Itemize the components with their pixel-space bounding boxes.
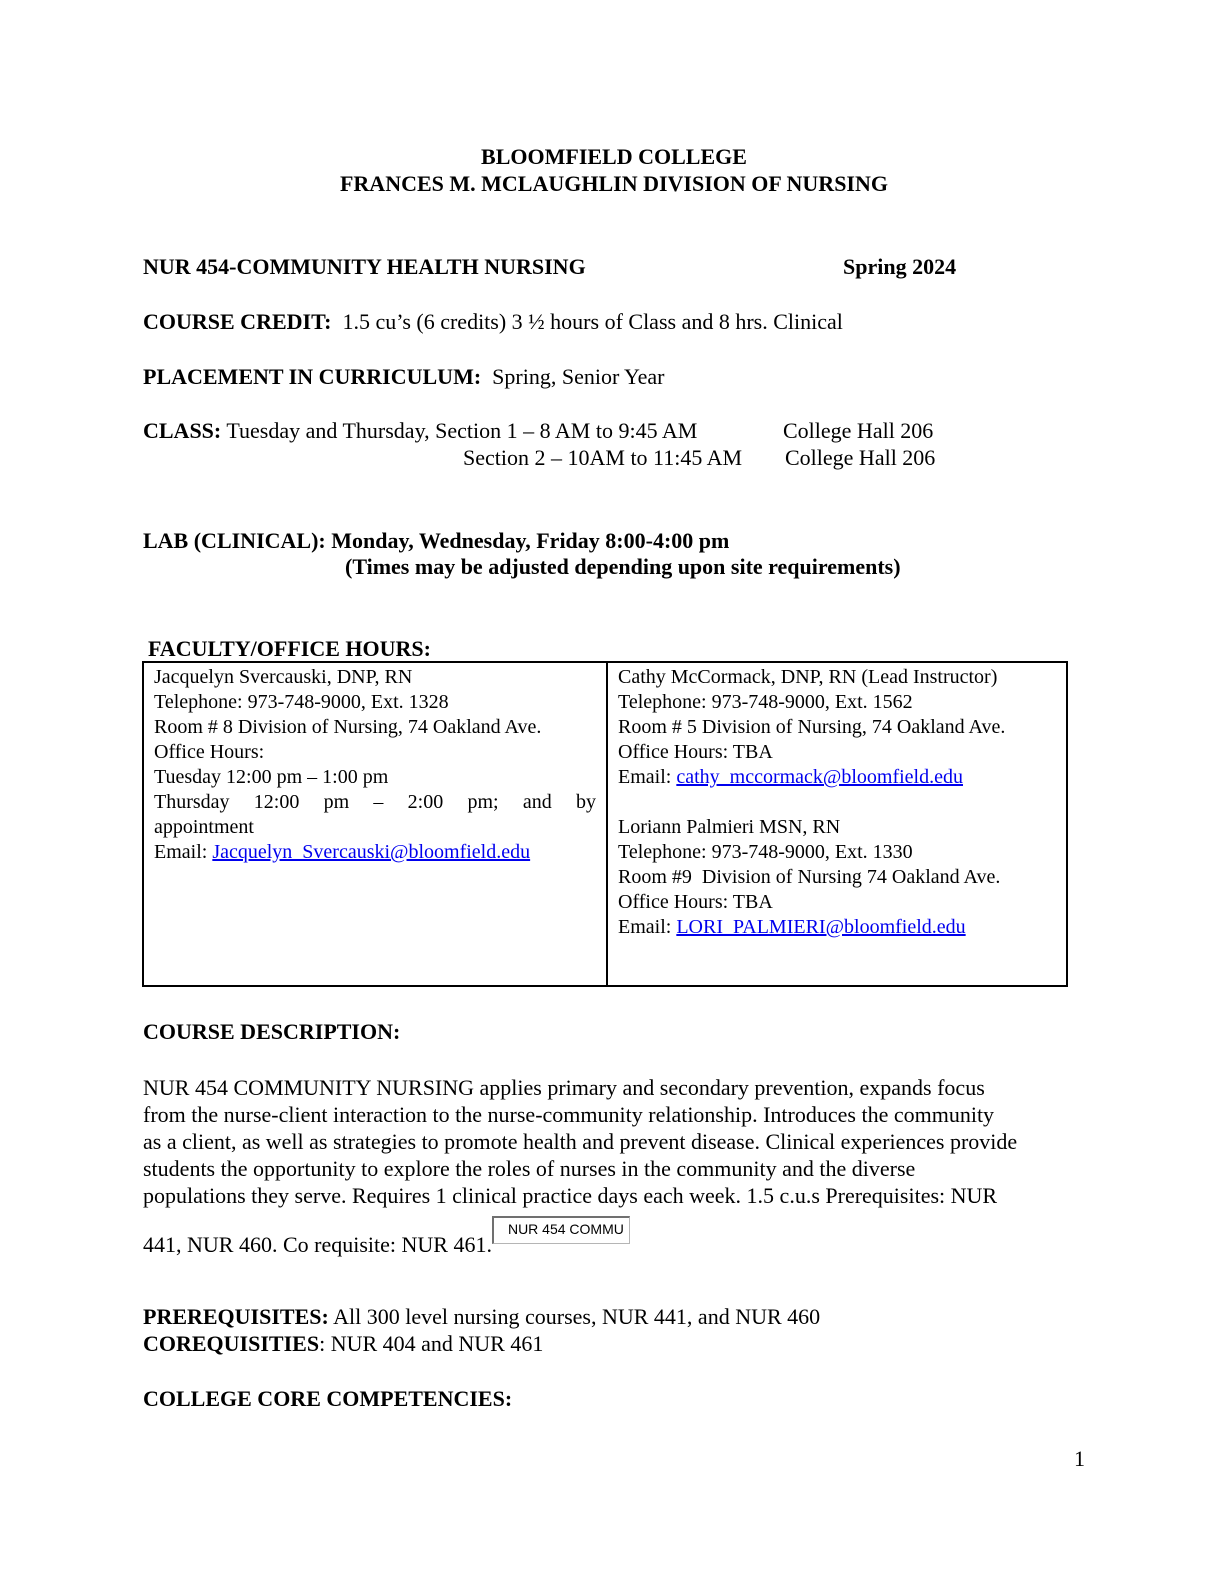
description-line: from the nurse-client interaction to the nurse-community relationship. Introduces the community [143, 1102, 995, 1127]
faculty-name: Loriann Palmieri MSN, RN [618, 816, 841, 838]
lab-schedule [143, 527, 729, 554]
faculty-cell-svercauski [154, 665, 596, 865]
course-description-heading: COURSE DESCRIPTION: [143, 1019, 401, 1044]
faculty-phone: Telephone: 973-748-9000, Ext. 1330 [618, 841, 913, 863]
office-hours: Office Hours: TBA [618, 741, 773, 763]
prerequisites [143, 1303, 820, 1330]
prerequisites-label: PREREQUISITES: [143, 1304, 329, 1329]
office-hours: Office Hours: TBA [618, 891, 773, 913]
course-term: Spring 2024 [843, 254, 957, 279]
faculty-table [142, 661, 1068, 987]
course-title: NUR 454-COMMUNITY HEALTH NURSING [143, 254, 586, 279]
faculty-cell-right [618, 665, 1058, 940]
faculty-phone: Telephone: 973-748-9000, Ext. 1328 [154, 691, 449, 713]
division-name: FRANCES M. MCLAUGHLIN DIVISION OF NURSING [339, 171, 888, 196]
page-number: 1 [1074, 1446, 1085, 1471]
thu-word: – [373, 791, 384, 813]
corequisites-label: COREQUISITIES [143, 1331, 320, 1356]
placement-value: Spring, Senior Year [492, 364, 665, 389]
office-hours-thursday [154, 790, 596, 815]
thu-word: by [576, 791, 596, 813]
faculty-email-line [618, 915, 1058, 940]
prerequisites-value: All 300 level nursing courses, NUR 441, and NUR 460 [333, 1304, 821, 1329]
course-credit-label: COURSE CREDIT: [143, 309, 332, 334]
class-section-2-time: Section 2 – 10AM to 11:45 AM [463, 445, 743, 470]
thu-word: Thursday [154, 791, 230, 813]
core-competencies-heading: COLLEGE CORE COMPETENCIES: [143, 1386, 513, 1411]
lab-note: (Times may be adjusted depending upon site requirements) [345, 554, 901, 579]
spacer [618, 790, 1058, 815]
email-label: Email: [618, 916, 672, 938]
faculty-email-line [154, 840, 596, 865]
corequisites [143, 1330, 543, 1357]
office-hours-label: Office Hours: [154, 741, 265, 763]
course-description [143, 1074, 1103, 1258]
thu-word: and [522, 791, 552, 813]
placement [143, 363, 665, 390]
class-section-2-room: College Hall 206 [785, 445, 936, 470]
email-link-mccormack[interactable]: cathy_mccormack@bloomfield.edu [676, 766, 963, 788]
corequisites-value: : NUR 404 and NUR 461 [319, 1331, 544, 1356]
faculty-room: Room # 5 Division of Nursing, 74 Oakland Ave. [618, 716, 1006, 738]
table-divider [606, 663, 608, 985]
faculty-name: Cathy McCormack, DNP, RN (Lead Instructor) [618, 666, 998, 688]
faculty-room: Room #9 Division of Nursing 74 Oakland Ave. [618, 866, 1001, 888]
email-label: Email: [154, 841, 208, 863]
class-section-1-time: Tuesday and Thursday, Section 1 – 8 AM to 9:45 AM [226, 418, 698, 443]
office-hours-tuesday: Tuesday 12:00 pm – 1:00 pm [154, 766, 389, 788]
college-name: BLOOMFIELD COLLEGE [481, 144, 747, 169]
office-hours-appointment: appointment [154, 816, 254, 838]
faculty-phone: Telephone: 973-748-9000, Ext. 1562 [618, 691, 913, 713]
faculty-heading: FACULTY/OFFICE HOURS: [148, 636, 431, 661]
lab-days: Monday, Wednesday, Friday 8:00-4:00 pm [331, 528, 730, 553]
faculty-room: Room # 8 Division of Nursing, 74 Oakland Ave. [154, 716, 542, 738]
course-credit [143, 308, 843, 335]
description-last-line [143, 1216, 1103, 1258]
thu-word: pm; [467, 791, 499, 813]
class-section-1 [143, 417, 697, 444]
description-line: as a client, as well as strategies to promote health and prevent disease. Clinical experiences provide [143, 1129, 1018, 1154]
form-field-box[interactable]: NUR 454 COMMU [492, 1216, 630, 1244]
thu-word: 2:00 [407, 791, 444, 813]
thu-word: 12:00 [253, 791, 300, 813]
description-line: NUR 454 COMMUNITY NURSING applies primary and secondary prevention, expands focus [143, 1075, 985, 1100]
description-line: 441, NUR 460. Co requisite: NUR 461. [143, 1232, 492, 1257]
faculty-name: Jacquelyn Svercauski, DNP, RN [154, 666, 413, 688]
class-label: CLASS: [143, 418, 222, 443]
email-label: Email: [618, 766, 672, 788]
email-link-palmieri[interactable]: LORI_PALMIERI@bloomfield.edu [676, 916, 966, 938]
class-section-1-room: College Hall 206 [783, 418, 934, 443]
lab-label: LAB (CLINICAL): [143, 528, 326, 553]
course-credit-value: 1.5 cu’s (6 credits) 3 ½ hours of Class and 8 hrs. Clinical [342, 309, 843, 334]
email-link-svercauski[interactable]: Jacquelyn_Svercauski@bloomfield.edu [212, 841, 531, 863]
description-line: students the opportunity to explore the roles of nurses in the community and the diverse [143, 1156, 916, 1181]
placement-label: PLACEMENT IN CURRICULUM: [143, 364, 482, 389]
faculty-email-line [618, 765, 1058, 790]
description-line: populations they serve. Requires 1 clinical practice days each week. 1.5 c.u.s Prerequisites: NUR [143, 1183, 998, 1208]
thu-word: pm [323, 791, 350, 813]
